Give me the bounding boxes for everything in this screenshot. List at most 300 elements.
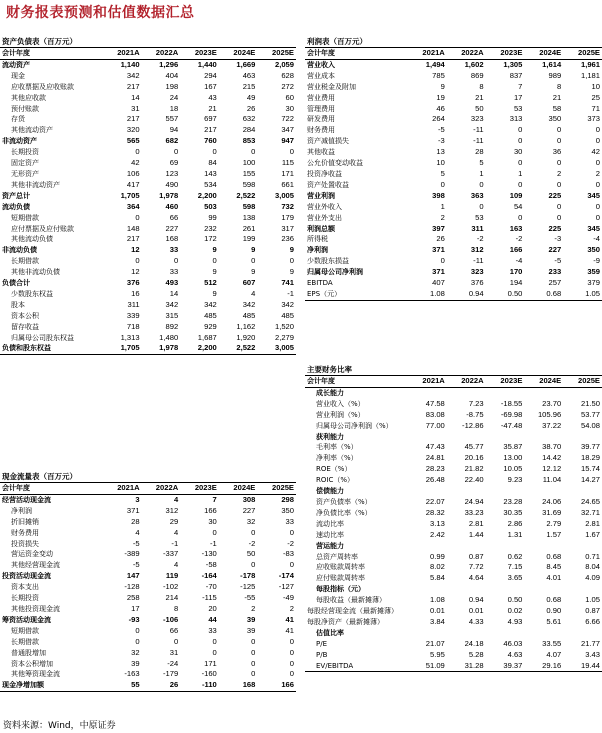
row-label: 其他应收款	[11, 93, 46, 102]
row-label: 存货	[11, 115, 25, 124]
table-cell: 24.65	[580, 496, 600, 506]
table-cell: 105.96	[537, 409, 562, 419]
table-cell: 1.57	[546, 529, 562, 539]
table-cell: 30	[208, 516, 217, 526]
table-cell: 0	[595, 125, 600, 135]
row-label: 营运能力	[316, 541, 344, 550]
table-cell: 115	[281, 158, 294, 168]
table-cell: 225	[548, 223, 562, 233]
cash-flow-panel	[0, 472, 296, 692]
table-row	[0, 626, 296, 637]
table-cell: 0	[251, 147, 256, 157]
table-cell	[447, 486, 486, 497]
table-cell: 2,200	[180, 343, 219, 354]
table-cell: 1,602	[464, 59, 484, 69]
row-label: 负债和股东权益	[0, 343, 103, 354]
row-label: 流动负债	[2, 202, 30, 211]
table-row	[305, 93, 602, 104]
table-cell: 53	[475, 212, 484, 222]
table-row	[305, 399, 602, 410]
row-label: 其他流动负债	[11, 235, 53, 244]
table-cell: 1,480	[159, 332, 179, 342]
table-cell	[408, 486, 447, 497]
year-header: 2024E	[219, 48, 258, 60]
table-cell: 19.44	[563, 661, 602, 672]
table-cell: 4.01	[546, 573, 562, 583]
table-cell: 1,313	[120, 332, 140, 342]
row-label: 管理费用	[307, 104, 335, 113]
table-cell: 342	[126, 70, 140, 80]
table-cell: 227	[548, 245, 562, 255]
table-cell: 28	[475, 147, 484, 157]
year-header: 2023E	[486, 376, 525, 388]
table-cell: 60	[285, 92, 294, 102]
table-cell: 5.95	[430, 649, 445, 659]
table-cell: 0	[251, 647, 256, 657]
row-label: 营业利润（%）	[316, 410, 365, 419]
table-cell: 6.66	[585, 616, 600, 626]
table-cell: -337	[162, 549, 179, 559]
table-cell: 0	[251, 256, 256, 266]
table-cell: 317	[281, 223, 294, 233]
table-cell: 785	[432, 70, 445, 80]
table-cell: 0.50	[486, 289, 525, 300]
table-row	[0, 93, 296, 104]
table-cell: 1.08	[408, 289, 447, 300]
row-label: EPS（元）	[305, 289, 408, 300]
table-header-row	[305, 376, 602, 388]
header-label: 会计年度	[305, 48, 408, 60]
table-cell: 23.70	[542, 398, 562, 408]
year-header: 2023E	[486, 48, 525, 60]
table-row	[0, 659, 296, 670]
table-cell: 172	[204, 234, 217, 244]
table-cell: 0	[251, 636, 256, 646]
row-label: 应收账款周转率	[316, 563, 365, 572]
table-cell: 23.28	[503, 496, 523, 506]
table-cell: 598	[242, 201, 256, 211]
row-label: EV/EBITDA	[305, 661, 408, 672]
row-label: 财务费用	[307, 126, 335, 135]
table-cell	[486, 432, 525, 443]
table-cell: 32	[131, 647, 140, 657]
table-cell: -69.98	[500, 409, 523, 419]
table-cell: 0.68	[546, 551, 562, 561]
table-cell: 29	[169, 516, 179, 526]
table-cell: 1,162	[236, 321, 256, 331]
table-cell: 3,005	[257, 343, 296, 354]
table-cell: 1,440	[197, 59, 217, 69]
table-cell: -9	[593, 256, 600, 266]
row-label: 归属母公司股东权益	[11, 333, 74, 342]
table-cell: 0	[289, 647, 294, 657]
table-cell: 0.50	[507, 595, 523, 605]
table-row	[0, 528, 296, 539]
table-cell: 8	[556, 81, 562, 91]
table-cell: 41	[285, 614, 294, 624]
table-row	[305, 584, 602, 595]
table-cell: 33	[208, 625, 217, 635]
table-cell: -110	[180, 680, 219, 691]
table-cell: 350	[281, 505, 294, 515]
table-row	[305, 639, 602, 650]
table-cell: 166	[509, 245, 523, 255]
table-cell: 16	[131, 288, 140, 298]
table-cell: 7.23	[468, 398, 484, 408]
table-cell: 29.16	[524, 661, 563, 672]
table-row	[0, 506, 296, 517]
table-cell: 5.84	[430, 573, 445, 583]
table-cell: 35.87	[503, 442, 523, 452]
table-cell: 138	[242, 212, 256, 222]
panel-title: 利润表（百万元）	[307, 37, 367, 46]
table-cell: 2.79	[546, 518, 562, 528]
table-cell: 312	[470, 245, 484, 255]
table-cell: 24.94	[464, 496, 484, 506]
table-cell: 0.87	[468, 551, 484, 561]
table-row	[305, 432, 602, 443]
table-cell: 490	[165, 179, 179, 189]
table-cell: 10	[436, 158, 445, 168]
table-cell: -160	[201, 669, 217, 679]
table-cell: 1,614	[542, 59, 562, 69]
table-cell: 4	[173, 560, 179, 570]
table-cell: 50	[246, 549, 256, 559]
table-cell	[447, 584, 486, 595]
table-cell: 363	[470, 190, 484, 200]
table-cell: 2,200	[197, 190, 217, 200]
table-cell: 598	[242, 179, 256, 189]
table-row	[305, 104, 602, 115]
table-cell: 0	[212, 256, 217, 266]
table-cell: 31	[169, 647, 179, 657]
table-cell: 853	[242, 136, 256, 146]
table-cell: 4.93	[507, 616, 523, 626]
table-row	[0, 494, 296, 505]
table-cell: 198	[165, 81, 179, 91]
table-cell: -3	[554, 234, 562, 244]
table-row	[0, 82, 296, 93]
table-row	[0, 343, 296, 354]
table-row	[0, 224, 296, 235]
table-cell: 460	[165, 201, 179, 211]
table-cell: -4	[593, 234, 600, 244]
table-cell: -178	[240, 571, 256, 581]
row-label: 资产总计	[2, 191, 30, 200]
table-cell: -163	[124, 669, 140, 679]
table-cell: 46	[436, 103, 445, 113]
table-cell: 493	[165, 278, 179, 288]
table-cell: -58	[205, 560, 217, 570]
table-cell: 485	[281, 310, 294, 320]
table-cell: 54	[513, 201, 523, 211]
row-label: 营业利润	[307, 191, 335, 200]
table-cell: 2.86	[507, 518, 523, 528]
panel-title: 主要财务比率	[307, 365, 352, 374]
table-cell: 0	[212, 647, 217, 657]
table-row	[305, 191, 602, 202]
table-cell: 46.03	[503, 638, 523, 648]
row-label: 非流动负债	[2, 246, 37, 255]
row-label: 获利能力	[316, 432, 344, 441]
row-label: 资产处置收益	[307, 180, 349, 189]
table-cell: 485	[242, 310, 256, 320]
table-cell: 166	[204, 505, 217, 515]
table-row	[0, 202, 296, 213]
table-row	[305, 387, 602, 398]
table-row	[0, 158, 296, 169]
table-row	[0, 169, 296, 180]
table-row	[305, 475, 602, 486]
table-cell: -12.86	[462, 420, 484, 430]
table-cell: 69	[169, 158, 179, 168]
table-cell: 33	[169, 245, 179, 255]
table-cell: 0	[135, 147, 140, 157]
table-cell: 557	[165, 114, 179, 124]
table-cell: 21.82	[464, 464, 484, 474]
row-label: 每股指标（元）	[316, 585, 365, 594]
table-cell	[408, 628, 447, 639]
table-row	[305, 82, 602, 93]
table-cell: 7	[518, 81, 523, 91]
table-cell	[486, 628, 525, 639]
table-cell: 371	[432, 245, 445, 255]
table-cell: 4.63	[507, 649, 523, 659]
table-cell: 54.08	[580, 420, 600, 430]
table-cell: -93	[128, 614, 140, 624]
table-cell: 0	[251, 658, 256, 668]
table-cell: 10	[591, 81, 600, 91]
table-row	[0, 571, 296, 582]
table-cell: 3.65	[507, 573, 523, 583]
table-cell: 2.42	[430, 529, 445, 539]
year-header: 2024E	[524, 48, 563, 60]
table-cell: 45.77	[464, 442, 484, 452]
table-row	[0, 669, 296, 680]
table-cell: 168	[165, 234, 179, 244]
row-label: 归属母公司净利润	[307, 268, 363, 277]
row-label: 利润总额	[307, 224, 335, 233]
table-cell: 0.01	[430, 606, 445, 616]
table-cell: 12	[131, 267, 140, 277]
row-label: 营业费用	[307, 93, 335, 102]
table-cell: 1,705	[120, 190, 140, 200]
table-cell: 1,181	[580, 70, 600, 80]
table-header-row	[305, 48, 602, 60]
table-cell: -83	[283, 549, 294, 559]
table-cell: 194	[509, 278, 523, 288]
table-cell: 397	[432, 223, 445, 233]
row-label: 营运资金变动	[11, 550, 53, 559]
table-cell: 94	[169, 125, 179, 135]
table-cell: 225	[548, 190, 562, 200]
year-header: 2022A	[447, 48, 486, 60]
financial-ratios-panel	[305, 365, 602, 672]
table-cell: 9	[212, 245, 217, 255]
table-cell: 0	[289, 147, 294, 157]
table-cell: 8.45	[546, 562, 562, 572]
table-row	[0, 256, 296, 267]
table-cell: 9	[289, 245, 294, 255]
table-cell: 1,520	[274, 321, 294, 331]
year-header: 2022A	[142, 48, 181, 60]
table-cell	[524, 541, 563, 552]
table-cell: 0	[440, 256, 445, 266]
year-header: 2025E	[563, 48, 602, 60]
table-cell: 311	[471, 223, 484, 233]
row-label: 其他非流动负债	[11, 268, 60, 277]
table-cell: 232	[204, 223, 217, 233]
table-cell: 0.94	[468, 595, 484, 605]
panel-title: 资产负债表（百万元）	[2, 37, 77, 46]
row-label: 非流动资产	[2, 137, 37, 146]
table-cell: 373	[587, 114, 600, 124]
table-cell: 123	[165, 168, 179, 178]
table-cell: 350	[587, 245, 600, 255]
table-cell: 989	[548, 70, 562, 80]
table-row	[0, 125, 296, 136]
table-cell: 2	[556, 168, 562, 178]
table-cell: 0	[173, 256, 179, 266]
table-cell: 38.70	[542, 442, 562, 452]
table-cell: 9	[251, 245, 256, 255]
row-label: 预付账款	[11, 104, 39, 113]
table-cell	[563, 584, 602, 595]
table-header-row	[0, 483, 296, 495]
table-cell: 22.40	[464, 475, 484, 485]
table-cell	[447, 541, 486, 552]
table-cell	[447, 387, 486, 398]
table-cell: 661	[281, 179, 294, 189]
table-row	[0, 234, 296, 245]
row-label: 应付账款周转率	[316, 574, 365, 583]
table-cell: 24.81	[425, 453, 445, 463]
table-cell	[563, 486, 602, 497]
table-cell: 1.05	[585, 595, 600, 605]
table-cell: 837	[509, 70, 523, 80]
table-cell: 171	[204, 658, 217, 668]
table-row	[305, 628, 602, 639]
table-cell: 2,279	[274, 332, 294, 342]
table-cell: 407	[432, 278, 445, 288]
table-row	[305, 114, 602, 125]
table-row	[305, 453, 602, 464]
row-label: 估值比率	[316, 628, 344, 637]
table-cell: -18.55	[500, 398, 523, 408]
header-label: 会计年度	[305, 376, 408, 388]
table-cell: 463	[242, 70, 256, 80]
table-cell: 18.29	[580, 453, 600, 463]
table-cell: 345	[587, 190, 600, 200]
table-cell: 39	[246, 614, 256, 624]
table-cell: 376	[126, 278, 140, 288]
table-cell: 55	[103, 680, 142, 691]
table-cell: 315	[165, 310, 179, 320]
table-cell: 168	[219, 680, 258, 691]
table-cell: 39.37	[486, 661, 525, 672]
row-label: 净负债比率（%）	[316, 508, 372, 517]
table-cell: 155	[242, 168, 256, 178]
table-cell: 0	[556, 125, 562, 135]
table-cell: 0	[212, 527, 217, 537]
table-cell: -5	[554, 256, 562, 266]
table-cell: -1	[287, 288, 294, 298]
table-cell	[486, 486, 525, 497]
table-cell: -70	[205, 582, 217, 592]
year-header: 2024E	[524, 376, 563, 388]
table-cell: 14	[169, 288, 179, 298]
table-cell: 0	[289, 256, 294, 266]
table-cell: 347	[281, 125, 294, 135]
row-label: ROIC（%）	[316, 476, 354, 485]
table-cell: 3,005	[274, 190, 294, 200]
table-cell: 171	[281, 168, 294, 178]
table-cell: 339	[126, 310, 140, 320]
table-cell: 179	[281, 212, 294, 222]
table-cell: 227	[165, 223, 179, 233]
table-cell: -1	[210, 538, 217, 548]
table-cell: 1,920	[236, 332, 256, 342]
table-cell: 233	[548, 267, 562, 277]
table-cell: 14.27	[580, 475, 600, 485]
table-cell: -3	[438, 136, 445, 146]
table-cell: 41	[285, 625, 294, 635]
table-cell	[563, 387, 602, 398]
table-cell: 404	[165, 70, 179, 80]
table-cell: 2.81	[585, 518, 600, 528]
table-cell: 20	[208, 603, 217, 613]
table-cell: 628	[281, 70, 294, 80]
table-row	[305, 256, 602, 267]
table-cell: 13.00	[503, 453, 523, 463]
table-cell: 49	[246, 92, 256, 102]
table-cell: 5.28	[468, 649, 484, 659]
row-label: 每股经营现金流（最新摊薄）	[307, 607, 398, 616]
year-header: 2023E	[180, 483, 219, 495]
table-cell: 0	[595, 136, 600, 146]
year-header: 2022A	[447, 376, 486, 388]
row-label: 资本公积	[11, 311, 39, 320]
row-label: 资产负债率（%）	[316, 497, 372, 506]
row-label: 净利润	[11, 506, 32, 515]
table-cell: 371	[432, 267, 445, 277]
table-cell: 167	[204, 81, 217, 91]
year-header: 2023E	[180, 48, 219, 60]
table-cell: 0.68	[546, 595, 562, 605]
table-cell: 31.69	[542, 507, 562, 517]
table-row	[305, 573, 602, 584]
table-cell: 71	[591, 103, 600, 113]
table-cell: 313	[509, 114, 523, 124]
table-cell: 26	[142, 680, 181, 691]
table-cell: 732	[281, 201, 294, 211]
table-cell: 323	[470, 267, 484, 277]
table-row	[305, 552, 602, 563]
table-cell: 0	[595, 201, 600, 211]
table-header-row	[0, 48, 296, 60]
row-label: 应收票据及应收账款	[11, 82, 74, 91]
table-cell: 342	[165, 299, 179, 309]
table-cell: 3.13	[430, 518, 445, 528]
table-cell: 19	[436, 92, 445, 102]
table-cell: -4	[515, 256, 523, 266]
table-cell: 320	[126, 125, 140, 135]
table-cell: 0	[518, 179, 523, 189]
table-row	[0, 582, 296, 593]
table-cell: 14.42	[542, 453, 562, 463]
table-cell: 2,522	[236, 190, 256, 200]
table-cell: 5	[479, 158, 484, 168]
